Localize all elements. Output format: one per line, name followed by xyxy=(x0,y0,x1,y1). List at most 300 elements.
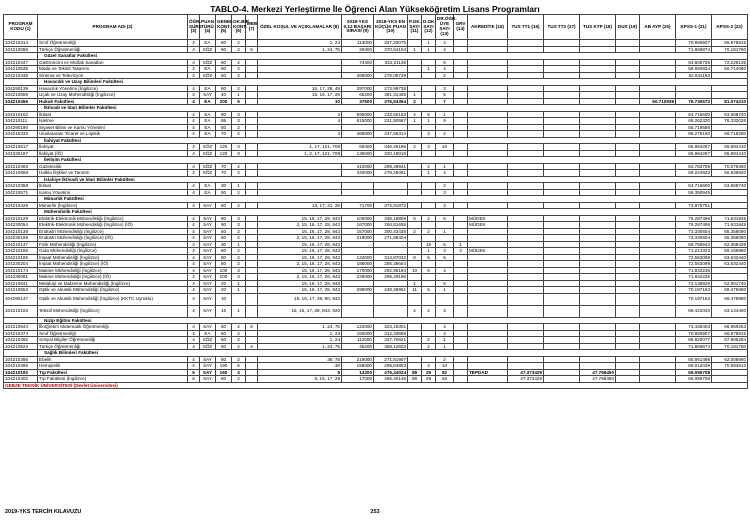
table-cell: 299,64853 xyxy=(374,363,408,370)
table-cell: 2 xyxy=(232,170,246,177)
table-cell: 2 xyxy=(232,228,246,235)
table-cell: 47.373429 xyxy=(508,376,544,383)
program-name: İktisat xyxy=(38,183,188,190)
table-cell: 90 xyxy=(216,111,232,118)
table-cell: 1 xyxy=(436,163,454,170)
table-cell: 62.369439 xyxy=(712,241,748,248)
table-cell: 5 xyxy=(232,98,246,105)
program-code: 104210386 xyxy=(4,356,38,363)
table-cell: 71.631845 xyxy=(712,215,748,222)
table-cell: 3 xyxy=(232,215,246,222)
table-cell: 4 xyxy=(188,274,200,281)
program-name: Kamu Yönetimi xyxy=(38,189,188,196)
table-cell: 47.373429 xyxy=(508,369,544,376)
table-cell: 80 xyxy=(216,254,232,261)
table-cell: 65.056708 xyxy=(676,376,712,383)
program-name: İlköğretim Matematik Öğretmenliği xyxy=(38,324,188,331)
table-cell: 2 xyxy=(436,356,454,363)
program-name: Siyaset Bilimi ve Kamu Yönetimi xyxy=(38,124,188,131)
faculty-name: İktisadi ve İdari Bilimler Fakültesi xyxy=(38,105,748,112)
table-cell: 70 xyxy=(216,170,232,177)
table-cell: 3 xyxy=(232,144,246,151)
table-cell: 3 xyxy=(436,248,454,255)
table-cell: 1 xyxy=(232,280,246,287)
table-cell: SAY xyxy=(200,274,216,281)
program-code: 104210102 xyxy=(4,111,38,118)
table-cell: 55.719586 xyxy=(676,124,712,131)
footer-guide-name: 2019-YKS TERCİH KILAVUZU xyxy=(5,509,82,515)
table-cell: 4 xyxy=(188,59,200,66)
table-cell: SAY xyxy=(200,293,216,305)
table-cell: 231,50587 xyxy=(374,118,408,125)
table-cell: SAY xyxy=(200,235,216,242)
table-cell: 4 xyxy=(188,170,200,177)
table-cell: 2 xyxy=(436,183,454,190)
table-cell: 29 xyxy=(422,369,436,376)
program-name: İnşaat Mühendisliği (İngilizce) xyxy=(38,254,188,261)
table-cell: 29 xyxy=(422,376,436,383)
table-cell: 4 xyxy=(188,305,200,317)
column-header: MEB (7) xyxy=(246,15,258,40)
table-cell: 9 xyxy=(436,118,454,125)
table-cell: 2 xyxy=(232,72,246,79)
table-cell: 312,33698 xyxy=(374,330,408,337)
table-cell: 15 xyxy=(422,241,436,248)
table-cell: 248,36951 xyxy=(374,287,408,294)
program-code: 104210165 xyxy=(4,254,38,261)
table-cell: 63.632440 xyxy=(712,254,748,261)
faculty-name: Mühendislik Fakültesi xyxy=(38,209,748,216)
table-cell: 6 xyxy=(246,324,258,331)
table-cell: 15 xyxy=(216,305,232,317)
column-header: PROGRAM ADI (2) xyxy=(38,15,188,40)
table-cell: 5 xyxy=(422,254,436,261)
column-header: PROGRAM KODU (1) xyxy=(4,15,38,40)
table-cell xyxy=(580,305,616,317)
table-cell: EA xyxy=(200,124,216,131)
table-cell: 369000 xyxy=(342,72,374,79)
program-name: Elektrik-Elektronik Mühendisliği (İngilizce) (İÖ) xyxy=(38,222,188,229)
table-cell xyxy=(232,293,246,305)
table-cell: 29400 xyxy=(342,46,374,53)
table-cell: 45200 xyxy=(342,343,374,350)
table-cell: 15, 16, 17, 28, 843 xyxy=(258,267,342,274)
table-cell: SÖZ xyxy=(200,46,216,53)
table-cell: 279,25061 xyxy=(374,170,408,177)
faculty-name: Tıp Fakültesi xyxy=(38,369,188,376)
table-cell: 66.755944 xyxy=(676,241,712,248)
table-cell xyxy=(454,305,468,317)
table-cell: 2 xyxy=(408,98,422,105)
table-cell: 65.894410 xyxy=(712,144,748,151)
program-name: İşletme xyxy=(38,118,188,125)
table-cell: SAY xyxy=(200,324,216,331)
table-cell: 273,99738 xyxy=(374,85,408,92)
program-name: Gazetecilik xyxy=(38,163,188,170)
table-cell: 2, 15, 16, 17, 28, 843 xyxy=(258,222,342,229)
program-code: 104210174 xyxy=(4,267,38,274)
column-header: KPSS-1 (21) xyxy=(676,15,712,40)
table-cell: 4 xyxy=(436,324,454,331)
table-cell: 4 xyxy=(188,202,200,209)
table-cell: 71.214323 xyxy=(676,248,712,255)
table-cell: 4 xyxy=(188,267,200,274)
table-cell xyxy=(422,293,436,305)
table-cell: 336,19808 xyxy=(374,215,408,222)
table-cell: 200 xyxy=(216,98,232,105)
table-cell: 1 xyxy=(408,280,422,287)
table-cell xyxy=(408,293,422,305)
table-cell: 72.563099 xyxy=(676,261,712,268)
table-cell: 158000 xyxy=(342,363,374,370)
table-cell: 70.079460 xyxy=(712,163,748,170)
program-name: Gastronomi ve Mutfak Sanatları xyxy=(38,59,188,66)
table-cell: 15, 16, 17, 28, 843, 920 xyxy=(258,305,342,317)
column-header: KPSS-2 (22) xyxy=(712,15,748,40)
table-cell: 1 xyxy=(422,248,436,255)
table-cell: 50 xyxy=(216,124,232,131)
table-cell xyxy=(468,305,508,317)
table-cell: 247,56314 xyxy=(374,131,408,138)
table-cell: 71.869874 xyxy=(676,46,712,53)
faculty-name: Sağlık Bilimleri Fakültesi xyxy=(38,350,748,357)
table-cell: 6 xyxy=(436,215,454,222)
faculty-name: İletişim Fakültesi xyxy=(38,157,748,164)
table-cell: EA xyxy=(200,131,216,138)
table-cell: 4 xyxy=(188,324,200,331)
table-cell: 15, 16, 17, 28, 843 xyxy=(258,248,342,255)
table-cell: 38, 78 xyxy=(258,356,342,363)
table-cell: 468000 xyxy=(342,131,374,138)
table-cell: EA xyxy=(200,98,216,105)
program-name: Tıp Fakültesi (İngilizce) xyxy=(38,376,188,383)
table-cell: EA xyxy=(200,189,216,196)
program-code: 104210641 xyxy=(4,280,38,287)
table-cell: 4 xyxy=(422,363,436,370)
program-table xyxy=(3,14,748,389)
table-cell: 4 xyxy=(258,111,342,118)
table-cell: SAY xyxy=(200,376,216,383)
table-cell: 62.763759 xyxy=(676,163,712,170)
table-cell: 100 xyxy=(216,274,232,281)
table-cell: 4 xyxy=(188,40,200,47)
table-cell: 323,18301 xyxy=(374,324,408,331)
table-cell: 15, 16, 17, 28, 843 xyxy=(258,215,342,222)
table-cell: 65.964287 xyxy=(676,144,712,151)
table-cell: 218000 xyxy=(342,235,374,242)
table-cell: 62 xyxy=(436,369,454,376)
table-cell: 2 xyxy=(232,85,246,92)
table-cell: SAY xyxy=(200,287,216,294)
table-cell: 10 xyxy=(258,98,342,105)
table-cell: EA xyxy=(200,118,216,125)
table-cell: 66.959253 xyxy=(712,324,748,331)
table-cell: 2 xyxy=(232,261,246,268)
table-cell: 1 xyxy=(422,118,436,125)
column-header: P.OK. SAYI (11) xyxy=(408,15,422,40)
table-cell: 76.287498 xyxy=(676,215,712,222)
table-cell xyxy=(342,305,374,317)
table-cell: SAY xyxy=(200,228,216,235)
table-cell: 1, 17, 121, 708 xyxy=(258,144,342,151)
program-name: Tekstil Mühendisliği (İngilizce) xyxy=(38,305,188,317)
table-cell: 15, 17, 28, 48 xyxy=(258,85,342,92)
table-cell: 4 xyxy=(188,131,200,138)
table-cell: 4 xyxy=(188,330,200,337)
table-cell: ... xyxy=(374,241,408,248)
table-cell: 88 xyxy=(408,369,422,376)
table-cell: 71700 xyxy=(342,202,374,209)
table-cell: 5 xyxy=(436,254,454,261)
table-cell: 80 xyxy=(216,356,232,363)
program-code: 104230169 xyxy=(4,235,38,242)
table-cell: 60.714080 xyxy=(712,66,748,73)
program-code: 104230054 xyxy=(4,222,38,229)
table-cell: 65.358090 xyxy=(712,235,748,242)
program-code: 104210156 xyxy=(4,248,38,255)
table-cell: 5 xyxy=(232,363,246,370)
table-cell: 3 xyxy=(422,144,436,151)
table-cell: 1, 24 xyxy=(258,330,342,337)
table-cell xyxy=(454,293,468,305)
table-cell: 1 xyxy=(422,170,436,177)
table-cell: 2 xyxy=(232,163,246,170)
column-header: ÖZEL KOŞUL VE AÇIKLAMALAR (8) xyxy=(258,15,342,40)
table-cell: 5 xyxy=(436,92,454,99)
table-cell: SAY xyxy=(200,254,216,261)
table-cell: SÖZ xyxy=(200,337,216,344)
table-cell: 3 xyxy=(454,248,468,255)
table-cell: 1, 24 xyxy=(258,337,342,344)
table-cell: 47.768450 xyxy=(580,376,616,383)
table-cell: 59.224923 xyxy=(676,170,712,177)
table-cell: 271,61907 xyxy=(374,356,408,363)
table-cell: 4 xyxy=(188,118,200,125)
table-cell: 1 xyxy=(232,287,246,294)
program-code: 104210517 xyxy=(4,144,38,151)
program-code: 104210192 xyxy=(4,369,38,376)
table-cell: 4 xyxy=(436,330,454,337)
program-code: 104290137 xyxy=(4,293,38,305)
program-name: Moda ve Tekstil Tasarımı xyxy=(38,66,188,73)
table-cell: 68.920077 xyxy=(676,337,712,344)
table-cell: 1 xyxy=(422,66,436,73)
table-cell: 59.350945 xyxy=(676,189,712,196)
column-header: GRV (14) xyxy=(454,15,468,40)
table-cell: 2, 15, 16, 17, 28, 843 xyxy=(258,261,342,268)
faculty-name: Hukuk Fakültesi xyxy=(38,98,188,105)
table-cell: 2 xyxy=(232,235,246,242)
table-cell: 62.641163 xyxy=(676,72,712,79)
table-cell: 15, 16, 17, 28, 843 xyxy=(258,228,342,235)
program-code: 104210147 xyxy=(4,241,38,248)
table-cell: 219000 xyxy=(342,356,374,363)
table-cell: 65.056708 xyxy=(676,369,712,376)
table-cell: SÖZ xyxy=(200,343,216,350)
table-cell: 10 xyxy=(436,363,454,370)
table-cell: 226000 xyxy=(342,274,374,281)
program-code: 104210483 xyxy=(4,163,38,170)
table-cell: 70 xyxy=(216,163,232,170)
table-cell: 11 xyxy=(408,287,422,294)
table-cell: 4 xyxy=(408,111,422,118)
table-cell: 71.631845 xyxy=(712,222,748,229)
table-cell: 71.842235 xyxy=(676,267,712,274)
table-cell: 70.181780 xyxy=(712,343,748,350)
table-cell: 4 xyxy=(188,287,200,294)
program-code: 104290139 xyxy=(4,85,38,92)
table-cell: 6 xyxy=(436,59,454,66)
column-header: PUAN TÜRÜ (4) xyxy=(200,15,216,40)
table-cell: 70.955907 xyxy=(676,40,712,47)
table-cell: 58.660934 xyxy=(676,66,712,73)
table-cell: 292,95184 xyxy=(374,267,408,274)
table-cell: 5 xyxy=(422,111,436,118)
program-code: 104210332 xyxy=(4,131,38,138)
table-cell: 134000 xyxy=(342,254,374,261)
table-cell: 65.964287 xyxy=(676,150,712,157)
university-name: GEBZE TEKNİK ÜNİVERSİTESİ (Devlet Üniversitesi) xyxy=(4,382,748,389)
program-code: 104210395 xyxy=(4,363,38,370)
table-cell: 3 xyxy=(232,150,246,157)
table-cell: 76.332026 xyxy=(712,118,748,125)
table-cell: 4 xyxy=(188,248,200,255)
table-cell: 4 xyxy=(188,215,200,222)
table-cell: EA xyxy=(200,40,216,47)
faculty-name: İlahiyat Fakültesi xyxy=(38,137,748,144)
table-cell: 190 xyxy=(216,363,232,370)
table-cell: 2 xyxy=(408,228,422,235)
table-cell: 65400 xyxy=(342,144,374,151)
table-cell: 5, 15, 17, 28 xyxy=(258,376,342,383)
table-cell: 376,54364 xyxy=(374,98,408,105)
table-cell: 37600 xyxy=(342,98,374,105)
program-code: 104290190 xyxy=(4,124,38,131)
table-cell: 4 xyxy=(188,111,200,118)
table-cell: 60 xyxy=(216,72,232,79)
table-cell: 67.985284 xyxy=(712,337,748,344)
program-code: 104210553 xyxy=(4,287,38,294)
table-cell: 358,12603 xyxy=(374,343,408,350)
table-cell: 2 xyxy=(436,72,454,79)
table-cell: 4 xyxy=(188,254,200,261)
table-cell: ... xyxy=(342,241,374,248)
table-cell: 70.197163 xyxy=(676,287,712,294)
table-cell: 50 xyxy=(216,337,232,344)
table-cell: 1 xyxy=(436,337,454,344)
table-cell: 60 xyxy=(216,59,232,66)
table-cell: 1 xyxy=(422,40,436,47)
table-cell: 2, 15, 16, 17, 28, 843 xyxy=(258,235,342,242)
table-cell: 275,08749 xyxy=(374,72,408,79)
table-cell: 170000 xyxy=(342,267,374,274)
table-cell xyxy=(580,293,616,305)
table-cell: 2 xyxy=(408,144,422,151)
table-cell: 297000 xyxy=(342,85,374,92)
program-name: Optik ve Akustik Mühendisliği (İngilizce) xyxy=(38,287,188,294)
program-code: 104210429 xyxy=(4,202,38,209)
table-cell: 68.279160 xyxy=(676,131,712,138)
table-cell: 1 xyxy=(408,92,422,99)
table-cell xyxy=(640,293,676,305)
table-cell: SÖZ xyxy=(200,59,216,66)
table-cell: SAY xyxy=(200,261,216,268)
table-cell: 1, 24, 75 xyxy=(258,46,342,53)
table-cell: 2 xyxy=(232,330,246,337)
table-cell: 69.012039 xyxy=(676,363,712,370)
table-cell: 4 xyxy=(436,170,454,177)
program-code: 104210438 xyxy=(4,72,38,79)
program-name: Makine Mühendisliği (İngilizce) xyxy=(38,267,188,274)
program-name: Sınıf Öğretmenliği xyxy=(38,330,188,337)
column-header: AKREDİTE (15) xyxy=(468,15,508,40)
table-cell: 2 xyxy=(232,376,246,383)
table-cell: 5 xyxy=(246,46,258,53)
table-cell: 6 xyxy=(408,254,422,261)
table-cell: SAY xyxy=(200,222,216,229)
table-cell: 4 xyxy=(188,235,200,242)
table-cell: 370,64104 xyxy=(374,46,408,53)
table-cell: 1 xyxy=(436,111,454,118)
program-name: Makine Mühendisliği (İngilizce) (İÖ) xyxy=(38,274,188,281)
table-cell xyxy=(544,293,580,305)
table-cell: 90 xyxy=(216,215,232,222)
table-cell: 106000 xyxy=(342,215,374,222)
program-code: 104230187 xyxy=(4,150,38,157)
table-cell: 63.144400 xyxy=(712,305,748,317)
table-cell: 327,70621 xyxy=(374,337,408,344)
table-cell: 4 xyxy=(188,280,200,287)
table-cell: 1 xyxy=(408,118,422,125)
table-cell: SAY xyxy=(200,369,216,376)
table-cell: 70.197163 xyxy=(676,293,712,305)
table-cell: 38 xyxy=(258,363,342,370)
program-name: Endüstri Mühendisliği (İngilizce) (İÖ) xyxy=(38,235,188,242)
table-cell: 2, 15, 16, 17, 28, 843 xyxy=(258,274,342,281)
program-code: 104210183 xyxy=(4,305,38,317)
table-cell: 269,49841 xyxy=(374,163,408,170)
table-cell: 4 xyxy=(188,356,200,363)
table-cell: SAY xyxy=(200,267,216,274)
table-cell: 2 xyxy=(232,40,246,47)
table-cell: 3 xyxy=(232,267,246,274)
table-cell: 346,45196 xyxy=(374,144,408,151)
table-cell: 4 xyxy=(188,163,200,170)
table-cell: 71.842235 xyxy=(676,274,712,281)
table-cell: SÖZ xyxy=(200,170,216,177)
table-cell: MÜDEK xyxy=(468,215,508,222)
program-name: Türkçe Öğretmenliği xyxy=(38,343,188,350)
table-header-row xyxy=(4,15,748,40)
table-cell: 112000 xyxy=(342,337,374,344)
table-cell: 2 xyxy=(232,66,246,73)
table-cell: 60 xyxy=(216,40,232,47)
column-header: 2018-YKS EN KÜÇÜK PUAN (10) xyxy=(374,15,408,40)
program-name: Metalurji ve Malzeme Mühendisliği (İngilizce) xyxy=(38,280,188,287)
table-cell: 69.475980 xyxy=(712,293,748,305)
faculty-name: Havacılık ve Uzay Bilimleri Fakültesi xyxy=(38,79,748,86)
table-cell: 1 xyxy=(232,92,246,99)
table-cell: 73.976751 xyxy=(676,202,712,209)
table-cell: EA xyxy=(200,330,216,337)
table-cell: 88 xyxy=(408,376,422,383)
table-cell: 13, 17, 21, 28 xyxy=(258,202,342,209)
program-code: 104210111 xyxy=(4,118,38,125)
table-cell: 3 xyxy=(436,202,454,209)
table-cell xyxy=(342,293,374,305)
table-cell: SÖZ xyxy=(200,144,216,151)
table-cell: 17000 xyxy=(342,376,374,383)
